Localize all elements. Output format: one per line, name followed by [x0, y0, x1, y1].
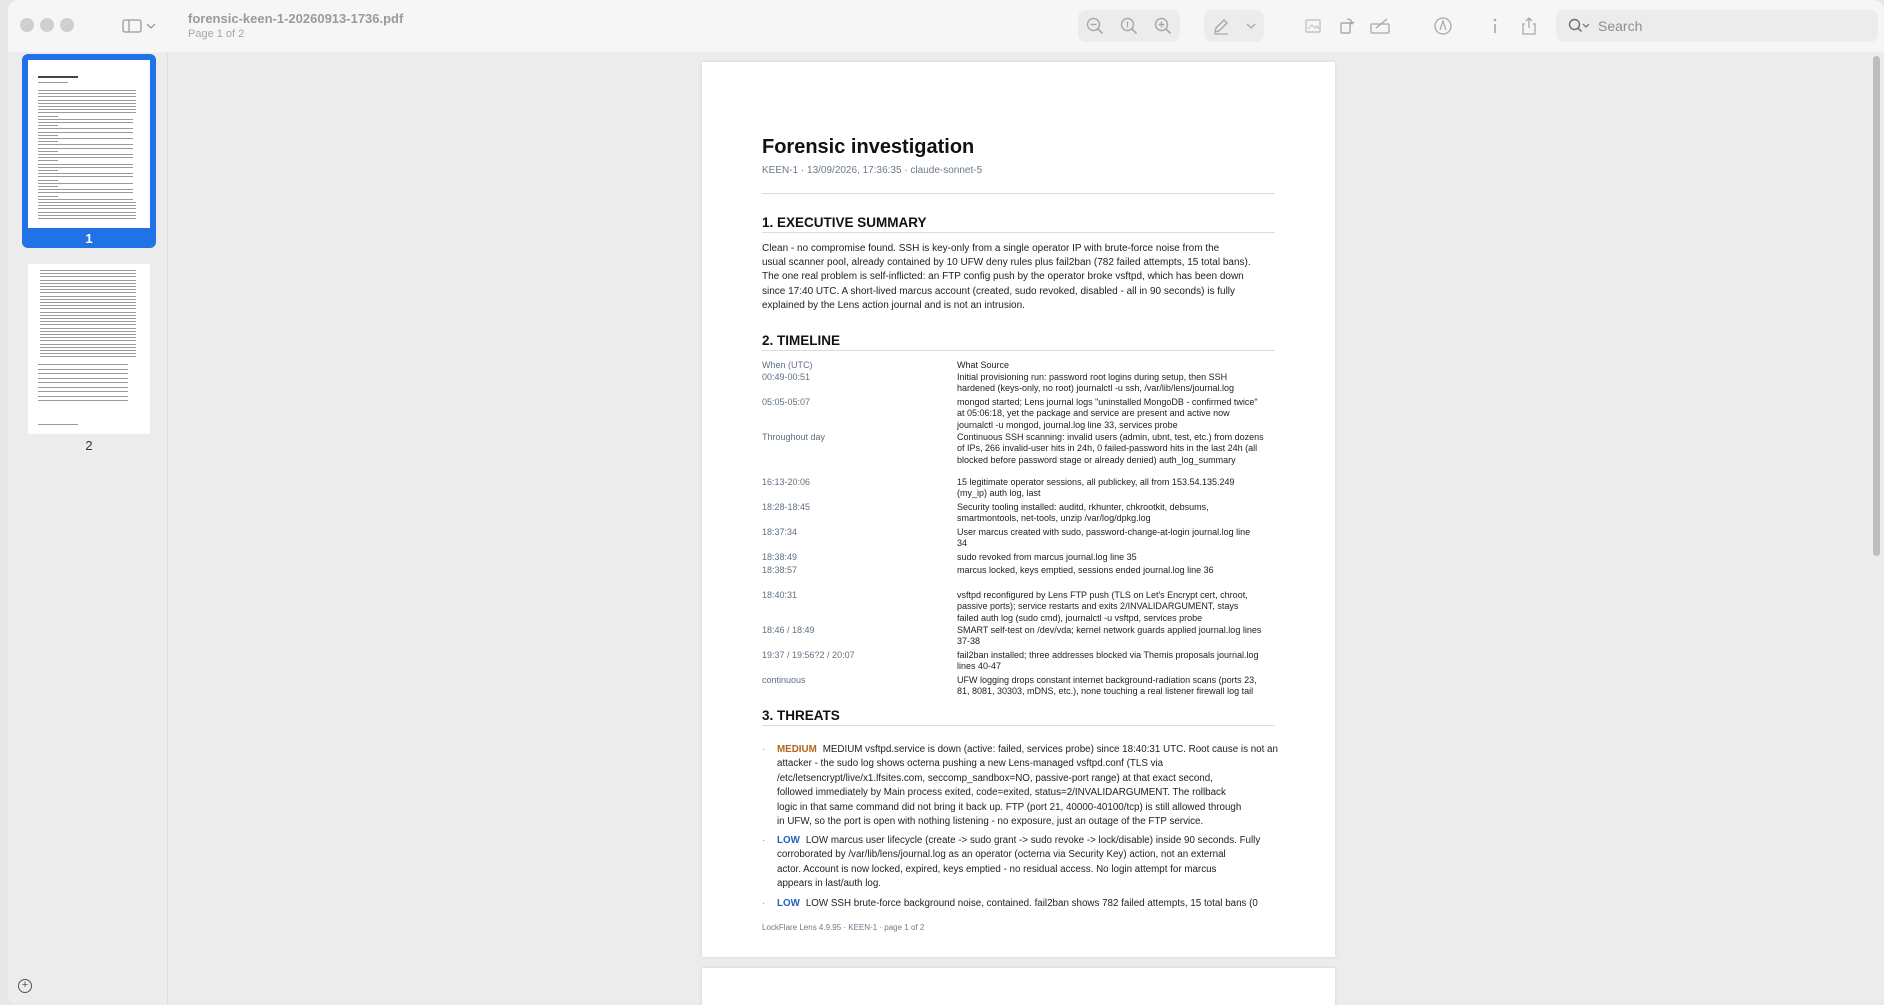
- signature-icon: [1370, 17, 1392, 35]
- markup-menu-button[interactable]: [1238, 10, 1264, 42]
- timeline-when: 00:49-00:51: [762, 372, 811, 382]
- thumbnail-text-line: [40, 286, 136, 287]
- thumbnail-text-line: [40, 302, 136, 303]
- threat-body: [777, 897, 1297, 911]
- thumbnail-text-line: [38, 424, 78, 425]
- rotate-button[interactable]: [1330, 10, 1364, 42]
- timeline-what-line: mongod started; Lens journal logs "uninstalled MongoDB - confirmed twice": [957, 397, 1258, 407]
- thumbnail-text-line: [38, 160, 58, 161]
- thumbnail-text-line: [38, 173, 133, 174]
- timeline-what-line: lines 40-47: [957, 661, 1002, 672]
- thumbnail-text-line: [38, 199, 133, 200]
- thumbnail-text-line: [40, 283, 136, 284]
- thumbnail-text-line: [40, 292, 136, 293]
- summary-line: The one real problem is self-inflicted: an FTP config push by the operator broke vsftpd, which has been down: [762, 271, 1244, 283]
- timeline-what: [957, 625, 1269, 648]
- timeline-what-line: 37-38: [957, 636, 981, 647]
- thumbnail-label-1: 1: [85, 231, 93, 246]
- section-heading-threats: 3. THREATS: [762, 708, 840, 723]
- timeline-what: [957, 397, 1269, 431]
- thumbnail-text-line: [40, 289, 136, 290]
- thumbnail-text-line: [38, 176, 133, 177]
- thumbnail-text-line: [38, 378, 128, 379]
- bullet-icon: ·: [762, 744, 766, 755]
- timeline-what-line: sudo revoked from marcus journal.log line 35: [957, 552, 1137, 562]
- threat-line: /etc/letsencrypt/live/x1.lfsites.com, seccomp_sandbox=NO, passive-port range) at that exact second,: [777, 772, 1213, 784]
- info-icon: [1488, 17, 1502, 35]
- thumbnail-text-line: [38, 192, 133, 193]
- thumbnail-text-line: [40, 299, 136, 300]
- report-title: Forensic investigation: [762, 136, 975, 158]
- timeline-what-line: hardened (keys-only, no root) journalctl -u ssh, /var/lib/lens/journal.log: [957, 383, 1234, 394]
- thumbnail-text-line: [38, 364, 128, 365]
- document-view[interactable]: [168, 52, 1884, 1005]
- search-icon: [1568, 18, 1590, 34]
- threat-line: [777, 897, 1297, 911]
- timeline-when: 19:37 / 19:56?2 / 20:07: [762, 650, 855, 660]
- timeline-what: [957, 527, 1269, 550]
- info-share-group: [1478, 10, 1546, 42]
- thumbnail-text-line: [38, 96, 136, 97]
- threat-line: appears in last/auth log.: [777, 878, 882, 890]
- thumbnail-text-line: [38, 167, 133, 168]
- bullet-icon: ·: [762, 898, 766, 909]
- threat-body: [777, 743, 1297, 829]
- vertical-scrollbar[interactable]: [1873, 56, 1880, 556]
- threat-line: [777, 834, 1297, 848]
- thumbnail-text-line: [40, 308, 136, 309]
- zoom-in-button[interactable]: [1146, 10, 1180, 42]
- thumbnail-text-line: [40, 305, 136, 306]
- timeline-what-line: of IPs, 266 invalid-user hits in 24h, 0 failed-password hits in the last 24h (all: [957, 443, 1258, 454]
- thumbnail-text-line: [38, 82, 68, 83]
- annotate-circle-icon: [1433, 16, 1453, 36]
- thumbnail-text-line: [40, 318, 136, 319]
- thumbnail-text-line: [40, 296, 136, 297]
- thumbnail-text-line: [38, 396, 128, 397]
- timeline-when: Throughout day: [762, 432, 826, 442]
- timeline-what-line: vsftpd reconfigured by Lens FTP push (TLS on Let's Encrypt cert, chroot,: [957, 590, 1248, 600]
- threat-text: LOW SSH brute-force background noise, contained. fail2ban shows 782 failed attempts, 15 total bans (0: [805, 898, 1258, 909]
- thumbnail-text-line: [38, 180, 58, 181]
- pdf-page-2: [702, 968, 1335, 1005]
- timeline-what: [957, 675, 1269, 698]
- report-meta: KEEN-1 · 13/09/2026, 17:36:35 · claude-sonnet-5: [762, 165, 983, 176]
- zoom-window-button[interactable]: [60, 18, 74, 32]
- timeline-when: 18:38:49: [762, 552, 798, 562]
- info-button[interactable]: [1478, 10, 1512, 42]
- divider: [762, 350, 1275, 351]
- thumbnail-text-line: [40, 312, 136, 313]
- executive-summary: [762, 242, 1275, 313]
- timeline-col-what: What Source: [957, 360, 1010, 370]
- thumbnail-text-line: [38, 93, 136, 94]
- thumbnail-text-line: [38, 100, 136, 101]
- thumbnail-text-line: [38, 148, 133, 149]
- share-icon: [1520, 16, 1538, 36]
- threat-body: [777, 834, 1297, 892]
- timeline-what: [957, 565, 1269, 576]
- threat-line: logic in that same command did not bring it back up. FTP (port 21, 40000-40100/tcp) is still allowed through: [777, 801, 1242, 813]
- annotate-button[interactable]: [1426, 10, 1460, 42]
- thumbnail-label-2: 2: [85, 438, 93, 453]
- timeline-what-line: blocked before password stage or already denied) auth_log_summary: [957, 454, 1236, 465]
- zoom-out-button[interactable]: [1078, 10, 1112, 42]
- timeline-what: [957, 590, 1269, 624]
- thumbnail-text-line: [38, 109, 136, 110]
- thumbnail-text-line: [40, 356, 136, 357]
- toolbar: [8, 0, 1884, 52]
- thumbnail-text-line: [40, 328, 136, 329]
- thumbnail-text-line: [38, 382, 128, 383]
- rotate-icon: [1338, 17, 1356, 35]
- timeline-what-line: passive ports); service restarts and exits 2/INVALIDARGUMENT, stays: [957, 601, 1239, 612]
- timeline-what: [957, 372, 1269, 395]
- thumbnail-text-line: [38, 138, 133, 139]
- thumbnail-text-line: [38, 170, 58, 171]
- timeline-what-line: journalctl -u mongod, journal.log line 33, services probe: [957, 419, 1178, 430]
- thumbnail-text-line: [38, 208, 136, 209]
- threat-line: actor. Account is now locked, expired, keys emptied - no residual access. No login attempt for marcus: [777, 863, 1217, 875]
- signature-button[interactable]: [1364, 10, 1398, 42]
- thumbnail-text-line: [38, 122, 133, 123]
- timeline-col-when: When (UTC): [762, 360, 813, 370]
- thumbnail-text-line: [38, 189, 133, 190]
- thumbnail-text-line: [38, 125, 58, 126]
- thumbnail-text-line: [40, 337, 136, 338]
- thumbnail-text-line: [38, 183, 133, 184]
- timeline-what-line: failed auth log (sudo cmd), journalctl -u vsftpd, services probe: [957, 612, 1203, 623]
- divider: [762, 232, 1275, 233]
- summary-line: explained by the Lens action journal and is not an intrusion.: [762, 299, 1025, 311]
- thumbnail-text-line: [40, 324, 136, 325]
- summary-line: usual scanner pool, already contained by 10 UFW deny rules plus fail2ban (782 failed attempts, 15 total bans).: [762, 257, 1251, 269]
- zoom-in-icon: [1154, 17, 1172, 35]
- sidebar-icon: [122, 18, 142, 34]
- page-footer: LockFlare Lens 4.9.95 · KEEN-1 · page 1 of 2: [762, 923, 925, 932]
- timeline-what-line: at 05:06:18, yet the package and service are present and active now: [957, 408, 1230, 419]
- timeline-what: [957, 650, 1269, 673]
- thumbnail-text-line: [38, 400, 128, 401]
- thumbnail-text-line: [38, 151, 58, 152]
- timeline-what-line: fail2ban installed; three addresses blocked via Themis proposals journal.log: [957, 650, 1259, 660]
- timeline-what: [957, 432, 1269, 466]
- summary-line: Clean - no compromise found. SSH is key-only from a single operator IP with brute-force noise from the: [762, 243, 1220, 254]
- threat-line: corroborated by /var/lib/lens/journal.log as an operator (octerna via Security Key) action, not an external: [777, 849, 1226, 861]
- timeline-what: [957, 552, 1269, 563]
- document-title: forensic-keen-1-20260913-1736.pdf: [188, 11, 404, 26]
- chevron-down-icon: [1246, 22, 1256, 30]
- thumbnail-sidebar: [8, 52, 168, 1005]
- thumbnail-page-1[interactable]: [28, 60, 150, 228]
- search-input[interactable]: [1598, 18, 1858, 34]
- thumbnail-text-line: [40, 344, 136, 345]
- thumbnail-text-line: [40, 331, 136, 332]
- timeline-what-line: UFW logging drops constant internet background-radiation scans (ports 23,: [957, 675, 1257, 685]
- thumbnail-text-line: [38, 154, 133, 155]
- thumbnail-text-line: [38, 106, 136, 107]
- thumbnail-text-line: [40, 340, 136, 341]
- zoom-actual-icon: [1120, 17, 1138, 35]
- share-button[interactable]: [1512, 10, 1546, 42]
- page-indicator: Page 1 of 2: [188, 28, 245, 40]
- timeline-what-line: Initial provisioning run: password root logins during setup, then SSH: [957, 372, 1228, 382]
- timeline-when: 18:40:31: [762, 590, 798, 600]
- divider: [762, 193, 1275, 194]
- zoom-group: [1078, 10, 1180, 42]
- thumbnail-text-line: [38, 90, 136, 91]
- minimize-window-button[interactable]: [40, 18, 54, 32]
- thumbnail-text-line: [40, 334, 136, 335]
- actual-size-button[interactable]: [1112, 10, 1146, 42]
- threat-line: followed immediately by Main process exited, code=exited, status=2/INVALIDARGUMENT. The rollback: [777, 787, 1226, 799]
- edit-group: [1296, 10, 1398, 42]
- thumbnail-text-line: [38, 76, 78, 78]
- markup-button[interactable]: [1204, 10, 1238, 42]
- thumbnail-text-line: [38, 141, 58, 142]
- thumbnail-text-line: [40, 280, 136, 281]
- thumbnail-text-line: [40, 321, 136, 322]
- timeline-when: 16:13-20:06: [762, 477, 811, 487]
- thumbnail-text-line: [38, 128, 133, 129]
- preview-window: [8, 0, 1884, 1005]
- thumbnail-text-line: [38, 215, 136, 216]
- timeline-what-line: Security tooling installed: auditd, rkhunter, chkrootkit, debsums,: [957, 502, 1209, 512]
- severity-badge: MEDIUM: [777, 744, 817, 755]
- section-heading-summary: 1. EXECUTIVE SUMMARY: [762, 215, 927, 230]
- crop-button[interactable]: [1296, 10, 1330, 42]
- thumbnail-text-line: [38, 112, 136, 113]
- pdf-page-1: [702, 62, 1335, 957]
- thumbnail-text-line: [38, 391, 128, 392]
- timeline-what-line: 15 legitimate operator sessions, all publickey, all from 153.54.135.249: [957, 477, 1235, 487]
- timeline-what-line: 34: [957, 538, 968, 549]
- timeline-what-line: 81, 8081, 30303, mDNS, etc.), none touching a real listener firewall log tail: [957, 686, 1254, 697]
- thumbnail-text-line: [38, 196, 58, 197]
- thumbnail-text-line: [40, 273, 136, 274]
- timeline-what: [957, 502, 1269, 525]
- timeline-when: 18:28-18:45: [762, 502, 811, 512]
- search-field[interactable]: [1556, 10, 1878, 42]
- thumbnail-text-line: [38, 202, 136, 203]
- threat-text: MEDIUM vsftpd.service is down (active: failed, services probe) since 18:40:31 UTC. Root cause is not an: [822, 744, 1278, 755]
- thumbnail-text-line: [38, 373, 128, 374]
- sidebar-toggle-button[interactable]: [122, 17, 166, 35]
- severity-badge: LOW: [777, 898, 800, 909]
- thumbnail-text-line: [38, 205, 136, 206]
- thumbnail-text-line: [38, 387, 128, 388]
- add-page-button[interactable]: +: [18, 979, 32, 993]
- thumbnail-page-2[interactable]: [28, 264, 150, 434]
- markup-pen-icon: [1212, 17, 1230, 35]
- timeline-when: 18:37:34: [762, 527, 798, 537]
- thumbnail-text-line: [38, 103, 136, 104]
- thumbnail-text-line: [40, 270, 136, 271]
- timeline-what: [957, 477, 1269, 500]
- thumbnail-text-line: [38, 164, 133, 165]
- thumbnail-text-line: [38, 157, 133, 158]
- timeline-when: 18:46 / 18:49: [762, 625, 815, 635]
- thumbnail-text-line: [38, 132, 133, 133]
- crop-icon: [1304, 17, 1322, 35]
- thumbnail-text-line: [38, 116, 58, 117]
- timeline-what-line: (my_ip) auth log, last: [957, 488, 1041, 499]
- thumbnail-text-line: [40, 350, 136, 351]
- divider: [762, 725, 1275, 726]
- thumbnail-text-line: [40, 353, 136, 354]
- timeline-what-line: smartmontools, net-tools, unzip /var/log/dpkg.log: [957, 513, 1151, 524]
- threat-line: [777, 743, 1297, 757]
- thumbnail-text-line: [38, 144, 133, 145]
- chevron-down-icon: [146, 22, 156, 30]
- timeline-what-line: User marcus created with sudo, password-change-at-login journal.log line: [957, 527, 1251, 537]
- thumbnail-text-line: [38, 218, 136, 219]
- threat-line: in UFW, so the port is open with nothing listening - no exposure, just an outage of the FTP service.: [777, 816, 1204, 828]
- thumbnail-text-line: [38, 212, 136, 213]
- timeline-when: 18:38:57: [762, 565, 798, 575]
- thumbnail-text-line: [40, 315, 136, 316]
- bullet-icon: ·: [762, 835, 766, 846]
- timeline-when: continuous: [762, 675, 806, 685]
- timeline-what-line: Continuous SSH scanning: invalid users (admin, ubnt, test, etc.) from dozens: [957, 432, 1264, 442]
- annotate-group: [1426, 10, 1460, 42]
- threat-text: LOW marcus user lifecycle (create -> sudo grant -> sudo revoke -> lock/disable) inside 90 seconds. Fully: [805, 835, 1261, 846]
- severity-badge: LOW: [777, 835, 800, 846]
- markup-group: [1204, 10, 1264, 42]
- section-heading-timeline: 2. TIMELINE: [762, 333, 841, 348]
- timeline-what-line: SMART self-test on /dev/vda; kernel network guards applied journal.log lines: [957, 625, 1262, 635]
- thumbnail-text-line: [38, 186, 58, 187]
- thumbnail-text-line: [38, 369, 128, 370]
- thumbnail-text-line: [40, 347, 136, 348]
- zoom-out-icon: [1086, 17, 1104, 35]
- summary-line: since 17:40 UTC. A short-lived marcus account (created, sudo revoked, disabled - all in 90 seconds) is fully: [762, 285, 1236, 297]
- timeline-when: 05:05-05:07: [762, 397, 811, 407]
- close-window-button[interactable]: [20, 18, 34, 32]
- threat-line: attacker - the sudo log shows octerna pushing a new Lens-managed vsftpd.conf (TLS via: [777, 758, 1164, 770]
- thumbnail-text-line: [38, 119, 133, 120]
- thumbnail-text-line: [38, 135, 58, 136]
- thumbnail-text-line: [40, 276, 136, 277]
- timeline-what-line: marcus locked, keys emptied, sessions ended journal.log line 36: [957, 565, 1214, 575]
